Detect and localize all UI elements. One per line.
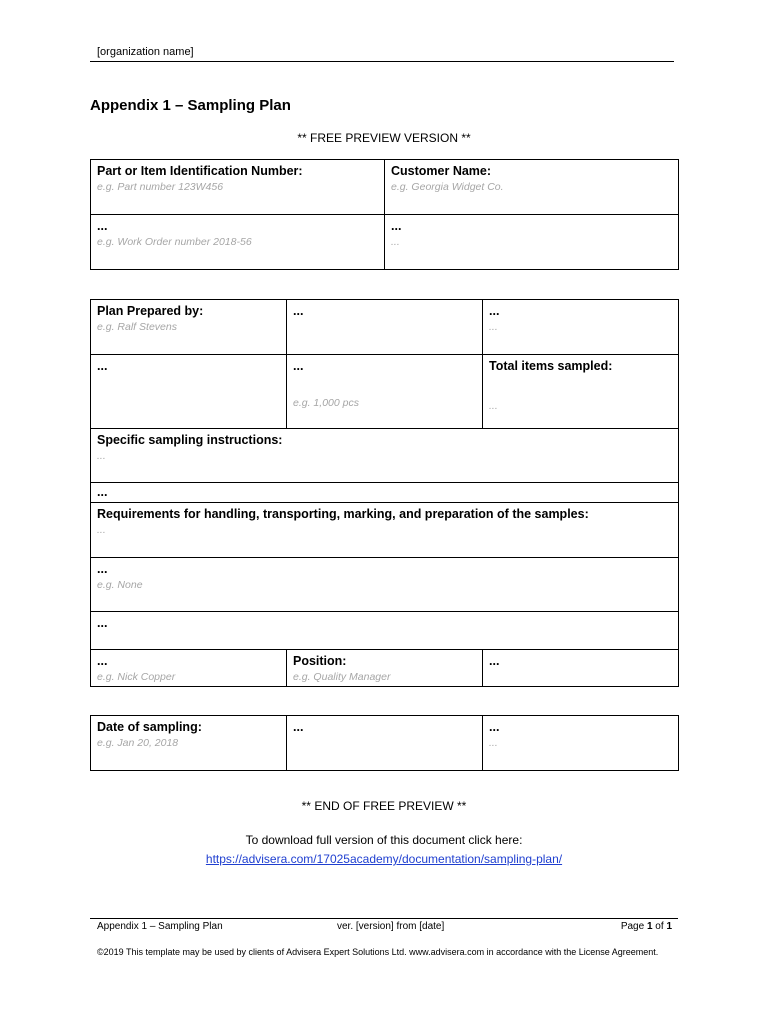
responsible-person-label: ... <box>97 654 108 668</box>
page-of: of <box>652 921 667 932</box>
table2-r7-cell[interactable] <box>91 612 679 650</box>
table2-r1c2-cell[interactable] <box>287 300 483 355</box>
table2-r7-label: ... <box>97 616 108 630</box>
table2-r8c3-label: ... <box>489 654 500 668</box>
handling-requirements-label: Requirements for handling, transporting, marking, and preparation of the samples: <box>97 507 589 521</box>
sample-quantity-label: ... <box>293 359 304 373</box>
table2-r4-cell[interactable] <box>91 483 679 503</box>
footer-page-number <box>621 921 672 932</box>
work-order-cell[interactable] <box>91 215 385 270</box>
responsible-person-cell[interactable] <box>91 650 287 687</box>
table2-r8c3-cell[interactable] <box>483 650 679 687</box>
footer-version: ver. [version] from [date] <box>337 921 445 932</box>
sampling-instructions-label: Specific sampling instructions: <box>97 433 283 447</box>
total-items-cell[interactable] <box>483 355 679 429</box>
organization-name: [organization name] <box>90 46 674 62</box>
position-label: Position: <box>293 654 347 668</box>
date-table <box>90 715 679 771</box>
handling-requirements-hint: ... <box>97 524 106 536</box>
sampling-instructions-cell[interactable] <box>91 429 679 483</box>
position-hint: e.g. Quality Manager <box>293 671 391 683</box>
table2-r2c1-cell[interactable] <box>91 355 287 429</box>
end-preview-notice: ** END OF FREE PREVIEW ** <box>301 799 467 813</box>
copyright-notice: ©2019 This template may be used by clients of Advisera Expert Solutions Ltd. www.advisera.com in accordance with the License Agreement. <box>97 947 659 957</box>
table2-r4-label: ... <box>97 485 108 499</box>
footer-doc-title: Appendix 1 – Sampling Plan <box>97 921 223 932</box>
part-id-hint: e.g. Part number 123W456 <box>97 181 224 193</box>
table2-r6-cell[interactable] <box>91 558 679 612</box>
customer-name-hint: e.g. Georgia Widget Co. <box>391 181 504 193</box>
part-id-label: Part or Item Identification Number: <box>97 164 303 178</box>
table2-r2c1-label: ... <box>97 359 108 373</box>
responsible-person-hint: e.g. Nick Copper <box>97 671 176 683</box>
page-title: Appendix 1 – Sampling Plan <box>90 97 291 114</box>
table2-r1c3-label: ... <box>489 304 500 318</box>
part-id-cell[interactable] <box>91 160 385 215</box>
sample-quantity-hint: e.g. 1,000 pcs <box>293 397 359 409</box>
date-of-sampling-hint: e.g. Jan 20, 2018 <box>97 737 179 749</box>
table1-r2c2-label: ... <box>391 219 402 233</box>
table1-r2c2-cell[interactable] <box>385 215 679 270</box>
table2-r1c3-cell[interactable] <box>483 300 679 355</box>
page-current: 1 <box>646 921 653 932</box>
date-of-sampling-cell[interactable] <box>91 716 287 771</box>
total-items-hint: ... <box>489 400 498 412</box>
date-of-sampling-label: Date of sampling: <box>97 720 202 734</box>
table2-r1c2-label: ... <box>293 304 304 318</box>
sample-quantity-cell[interactable] <box>287 355 483 429</box>
handling-requirements-cell[interactable] <box>91 503 679 558</box>
download-link[interactable]: https://advisera.com/17025academy/documentation/sampling-plan/ <box>205 852 563 866</box>
work-order-hint: e.g. Work Order number 2018-56 <box>97 236 252 248</box>
table2-r6-label: ... <box>97 562 108 576</box>
download-text: To download full version of this document click here: <box>245 833 523 847</box>
position-cell[interactable] <box>287 650 483 687</box>
table3-c3-hint: ... <box>489 737 498 749</box>
work-order-label: ... <box>97 219 108 233</box>
customer-name-label: Customer Name: <box>391 164 492 178</box>
footer-divider <box>90 918 678 919</box>
table3-c2-cell[interactable] <box>287 716 483 771</box>
table2-r1c3-hint: ... <box>489 321 498 333</box>
plan-prepared-cell[interactable] <box>91 300 287 355</box>
customer-name-cell[interactable] <box>385 160 679 215</box>
identification-table <box>90 159 679 270</box>
sampling-instructions-hint: ... <box>97 450 106 462</box>
plan-prepared-label: Plan Prepared by: <box>97 304 204 318</box>
page-prefix: Page <box>620 921 647 932</box>
table3-c2-label: ... <box>293 720 304 734</box>
page-total: 1 <box>666 921 672 932</box>
preview-notice: ** FREE PREVIEW VERSION ** <box>297 131 471 145</box>
table2-r6-hint: e.g. None <box>97 579 143 591</box>
table3-c3-cell[interactable] <box>483 716 679 771</box>
table3-c3-label: ... <box>489 720 500 734</box>
table1-r2c2-hint: ... <box>391 236 400 248</box>
plan-prepared-hint: e.g. Ralf Stevens <box>97 321 177 333</box>
total-items-label: Total items sampled: <box>489 359 613 373</box>
plan-table <box>90 299 679 687</box>
